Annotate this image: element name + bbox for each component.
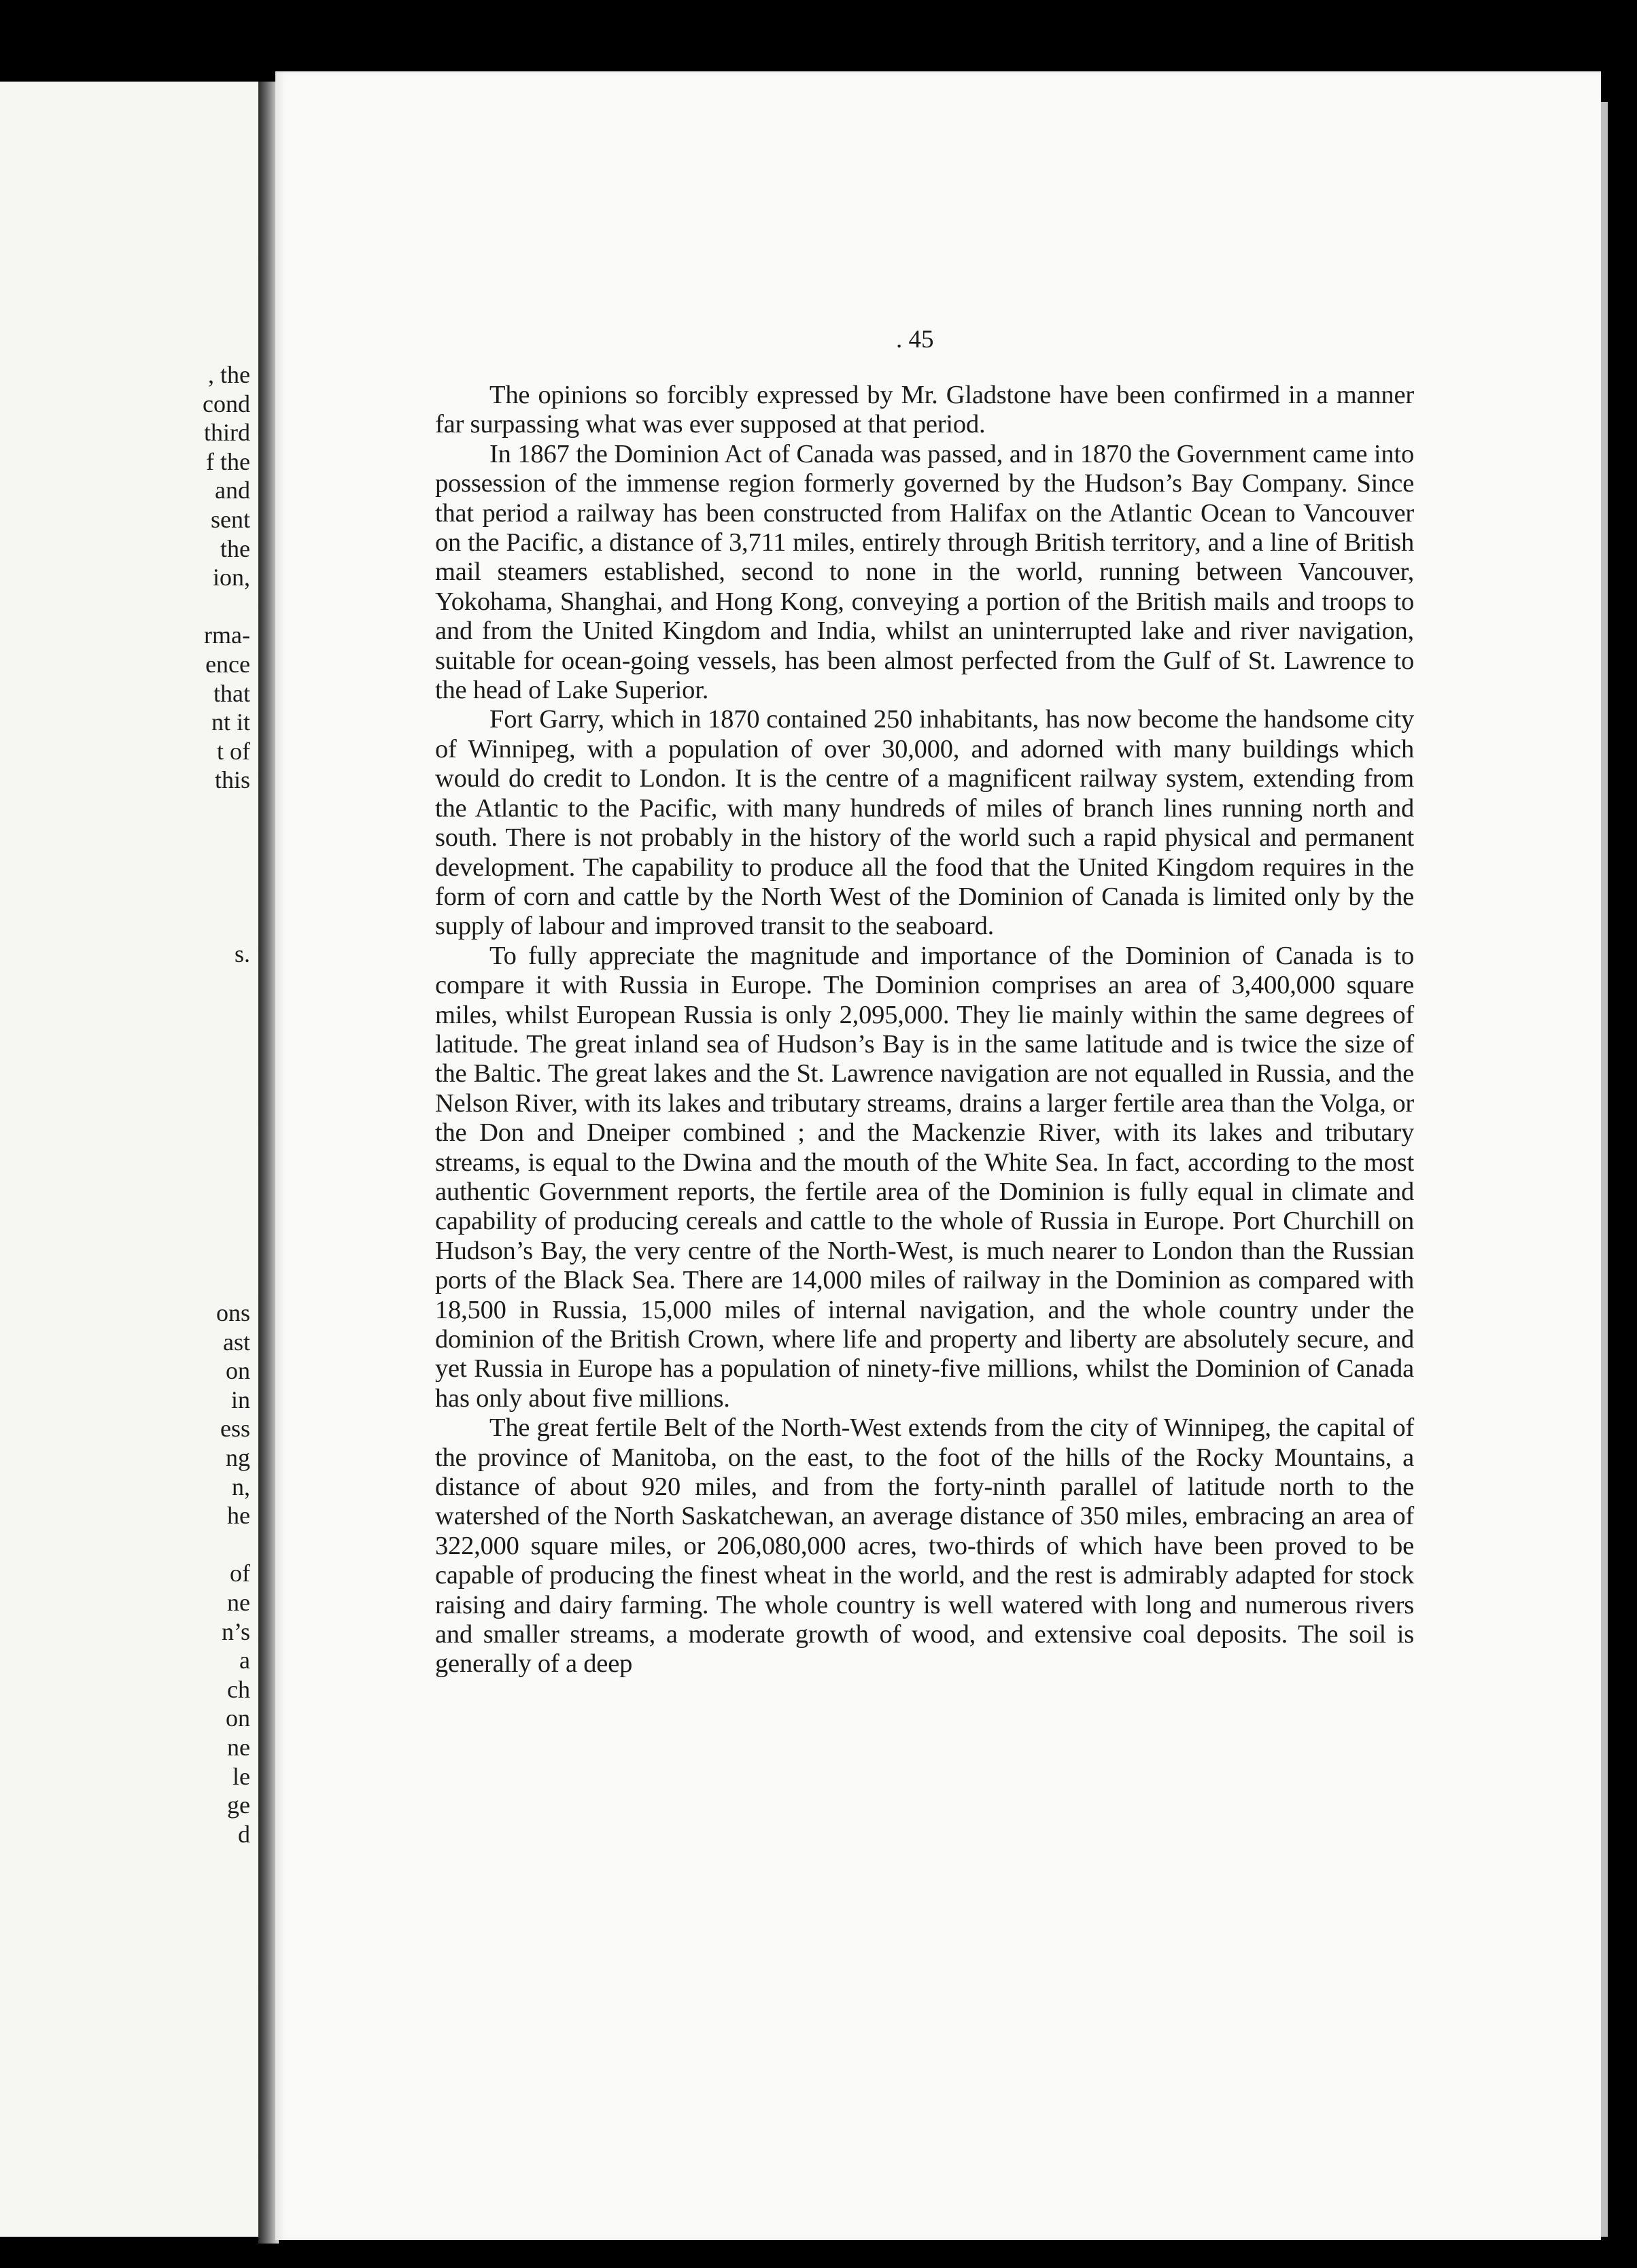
left-page-fragment-line: ast [223, 1328, 250, 1356]
left-page-fragment-line: sent [211, 505, 250, 533]
left-page-fragment-line: n, [232, 1473, 250, 1500]
left-page-fragment-line: that [213, 679, 250, 707]
left-page-fragment-line: ion, [212, 564, 250, 591]
left-page-fragment-line: rma- [204, 621, 250, 649]
left-page-fragment-line: a [239, 1647, 250, 1674]
left-page-fragment-line [203, 882, 250, 911]
page-edge [1601, 102, 1608, 2237]
left-page-fragment-line: ch [227, 1675, 250, 1703]
paragraph-fertile-belt: The great fertile Belt of the North-West extends from the city of Winnipeg, the capital of the province of Manitoba, on the east, to the foot of the hills of the Rocky Mountains, a distance of about 920 miles, and from the forty-ninth parallel of latitude north to the watershed of the North Saskatchewan, an average distance of 350 miles, embracing an area of 322,000 square miles, or 206,080,000 acres, two-thirds of which have been proved to be capable of producing the finest wheat in the world, and the rest is admirably adapted for stock raising and dairy farming. The whole country is well watered with long and numerous rivers and smaller streams, a moderate growth of wood, and extensive coal deposits. The soil is generally of a deep [435, 1413, 1414, 1679]
left-page-fragment-line: on [226, 1357, 250, 1385]
left-page-fragment-line: the [220, 534, 250, 562]
paragraph-russia-comparison: To fully appreciate the magnitude and importance of the Dominion of Canada is to compare it with Russia in Europe. The Dominion comprises an area of 3,400,000 square miles, whilst European Russia is only 2,095,000. They lie mainly within the same degrees of latitude. The great inland sea of Hudson’s Bay is in the same latitude and is twice the size of the Baltic. The great lakes and the St. Lawrence navigation are not equalled in Russia, and the Nelson River, with its lakes and tributary streams, drains a larger fertile area than the Volga, or the Don and Dneiper combined ; and the Mackenzie River, with its lakes and tributary streams, is equal to the Dwina and the mouth of the White Sea. In fact, according to the most authentic Government reports, the fertile area of the Dominion is fully equal in climate and capability of producing cereals and cattle to the whole of Russia in Europe. Port Churchill on Hudson’s Bay, the very centre of the North-West, is much nearer to London than the Russian ports of the Black Sea. There are 14,000 miles of railway in the Dominion as compared with 18,500 in Russia, 15,000 miles of internal navigation, and the whole country under the dominion of the British Crown, where life and property and liberty are absolutely secure, and yet Russia in Europe has a population of ninety-five millions, whilst the Dominion of Canada has only about five millions. [435, 941, 1414, 1413]
left-page-fragment-line: , the [208, 361, 250, 388]
left-page-fragment-line [203, 853, 250, 882]
left-page-fragment-line: s. [234, 940, 250, 967]
left-page-fragment-line [203, 910, 250, 940]
left-page-fragment-line: and [215, 477, 250, 504]
left-page-fragment-line: nt it [211, 708, 250, 736]
left-page-fragment-line: in [230, 1386, 250, 1413]
left-page [0, 82, 258, 2237]
left-page-fragment-line [203, 592, 250, 621]
left-page-fragment-line: of [230, 1560, 250, 1587]
left-page-fragment-line: on [226, 1704, 250, 1732]
page-body [435, 381, 1414, 1679]
left-page-fragment-line: ng [226, 1443, 250, 1471]
left-page-fragment-line: cond [203, 390, 250, 417]
left-page-fragment-line: he [227, 1502, 250, 1530]
left-page-fragment-line [216, 1530, 250, 1560]
left-page-fragment-line: ne [227, 1733, 250, 1761]
left-page-fragment-line: third [204, 419, 250, 447]
left-page-fragment-line: n’s [221, 1617, 250, 1645]
left-page-fragment-line: ge [227, 1791, 250, 1819]
left-page-fragment-line: d [238, 1820, 250, 1848]
page-number: . 45 [896, 326, 934, 354]
left-page-fragment-line: ence [205, 650, 250, 678]
left-page-fragment-line: le [232, 1762, 250, 1790]
left-page-fragment-line [203, 824, 250, 853]
left-page-text-fragments-top [203, 360, 250, 968]
paragraph-fort-garry: Fort Garry, which in 1870 contained 250 inhabitants, has now become the handsome city of Winnipeg, with a population of over 30,000, and adorned with many buildings which would do credit to London. It is the centre of a magnificent railway system, extending from the Atlantic to the Pacific, with many hundreds of miles of branch lines running north and south. There is not probably in the history of the world such a rapid physical and permanent development. The capability to produce all the food that the United Kingdom requires in the form of corn and cattle by the North West of the Dominion of Canada is limited only by the supply of labour and improved transit to the seaboard. [435, 705, 1414, 941]
left-page-fragment-line: ne [227, 1588, 250, 1616]
paragraph-dominion-act: In 1867 the Dominion Act of Canada was passed, and in 1870 the Government came into possession of the immense region formerly governed by the Hudson’s Bay Company. Since that period a railway has been constructed from Halifax on the Atlantic Ocean to Vancouver on the Pacific, a distance of 3,711 miles, entirely through British territory, and a line of British mail steamers established, second to none in the world, running between Vancouver, Yokohama, Shanghai, and Hong Kong, conveying a portion of the British mails and troops to and from the United Kingdom and India, whilst an uninterrupted lake and river navigation, suitable for ocean-going vessels, has been almost perfected from the Gulf of St. Lawrence to the head of Lake Superior. [435, 439, 1414, 705]
left-page-text-fragments-bottom [216, 1299, 250, 1849]
left-page-fragment-line: this [214, 766, 250, 794]
left-page-fragment-line: f the [206, 447, 250, 475]
left-page-fragment-line: ess [220, 1415, 250, 1443]
paragraph-gladstone: The opinions so forcibly expressed by Mr. Gladstone have been confirmed in a manner far surpassing what was ever supposed at that period. [435, 381, 1414, 439]
left-page-fragment-line: t of [217, 737, 250, 765]
left-page-fragment-line: ons [216, 1299, 250, 1326]
left-page-fragment-line [203, 795, 250, 824]
